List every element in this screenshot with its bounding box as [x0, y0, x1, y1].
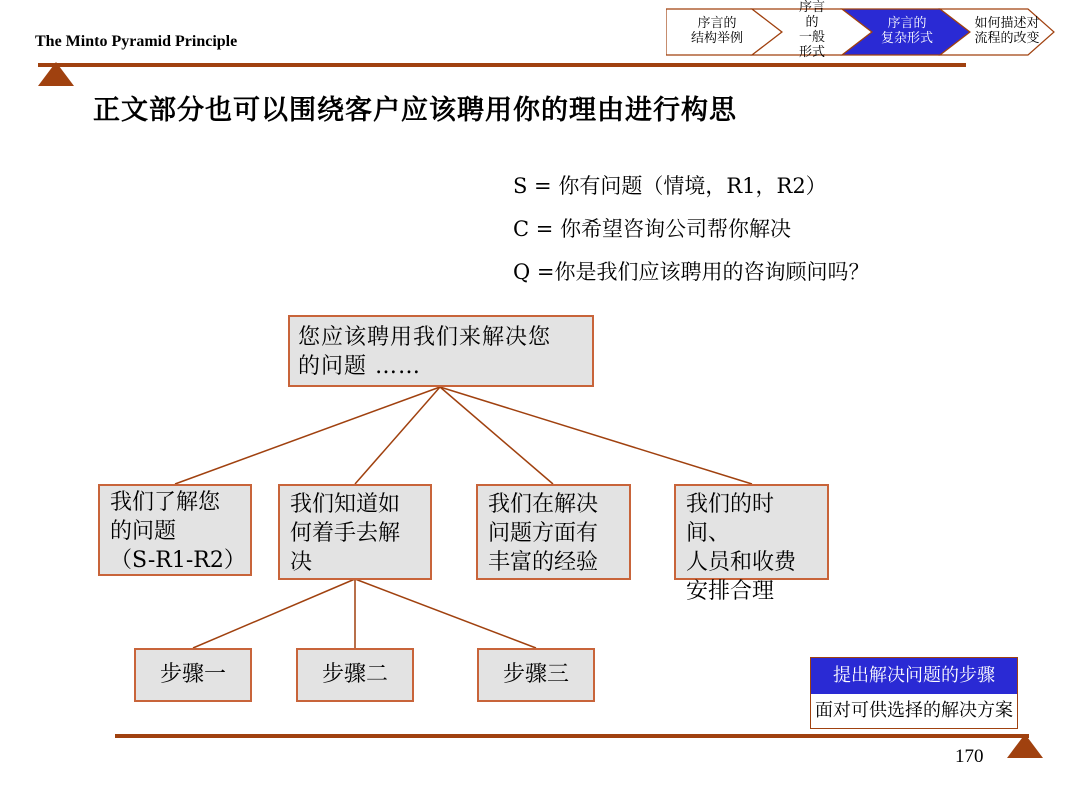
legend-next-item: 面对可供选择的解决方案 [811, 694, 1017, 728]
footer-triangle-icon [1007, 734, 1043, 758]
tree-step-box-3: 步骤三 [477, 648, 595, 702]
tree-reason-box-resources: 我们的时间、 人员和收费 安排合理 [674, 484, 829, 580]
footer-divider [115, 734, 1029, 738]
slide-title: 正文部分也可以围绕客户应该聘用你的理由进行构思 [93, 95, 737, 126]
connector-reason-step-1 [193, 579, 355, 648]
connector-root-reason-4 [440, 387, 752, 484]
tree-step-box-1: 步骤一 [134, 648, 252, 702]
connector-root-reason-2 [355, 387, 440, 484]
breadcrumb-step-4-label: 如何描述对 流程的改变 [974, 16, 1040, 46]
page-number: 170 [955, 746, 984, 767]
connector-root-reason-3 [440, 387, 553, 484]
legend-box [810, 657, 1018, 729]
tree-reason-box-understand: 我们了解您 的问题 （S-R1-R2） [98, 484, 252, 576]
tree-reason-box-approach: 我们知道如 何着手去解 决 [278, 484, 432, 580]
connector-reason-step-3 [355, 579, 536, 648]
connector-root-reason-1 [175, 387, 440, 484]
legend-current-item: 提出解决问题的步骤 [811, 658, 1017, 694]
tree-root-box: 您应该聘用我们来解决您 的问题 …… [288, 315, 594, 387]
scq-situation: S = 你有问题（情境，R1，R2） [513, 174, 827, 198]
scq-complication: C = 你希望咨询公司帮你解决 [513, 217, 792, 241]
breadcrumb-step-2-label: 序言 的 一般 形式 [798, 0, 825, 60]
scq-question: Q =你是我们应该聘用的咨询顾问吗？ [513, 260, 870, 284]
tree-reason-box-experience: 我们在解决 问题方面有 丰富的经验 [476, 484, 631, 580]
breadcrumb-step-1-label: 序言的 结构举例 [690, 16, 743, 46]
header-title: The Minto Pyramid Principle [35, 33, 238, 50]
breadcrumb-step-3-label: 序言的 复杂形式 [880, 16, 933, 46]
tree-step-box-2: 步骤二 [296, 648, 414, 702]
